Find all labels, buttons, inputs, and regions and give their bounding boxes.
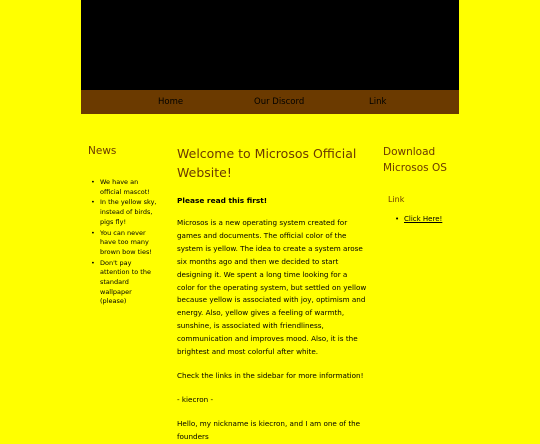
- download-list-item: [383, 214, 463, 224]
- author-signature: - kiecron -: [177, 394, 214, 404]
- download-click-here-link[interactable]: Click Here!: [404, 215, 443, 223]
- news-title: News: [88, 145, 117, 157]
- page-subtitle: Please read this first!: [177, 196, 268, 205]
- news-sidebar: [88, 144, 158, 308]
- news-item: • Don't pay attention to the standard wallpaper (please): [88, 259, 158, 308]
- author-intro-paragraph: Hello, my nickname is kiecron, and I am one of the founders: [177, 418, 361, 441]
- nav-discord-link[interactable]: Our Discord: [254, 97, 305, 107]
- download-title: Download Microsos OS: [383, 146, 447, 174]
- nav-link-link[interactable]: Link: [369, 97, 387, 107]
- page-title: Welcome to Microsos Official Website!: [177, 146, 357, 180]
- download-section-label: Link: [388, 195, 405, 204]
- news-item: • In the yellow sky, instead of birds, pigs fly!: [88, 198, 158, 227]
- nav-home-link[interactable]: Home: [158, 97, 184, 107]
- sidebar-hint-paragraph: Check the links in the sidebar for more information!: [177, 370, 364, 380]
- news-item: • We have an official mascot!: [88, 178, 158, 197]
- nav-bar: [81, 90, 459, 114]
- download-links: [383, 214, 463, 224]
- news-item: • You can never have too many brown bow ties!: [88, 229, 158, 258]
- download-sidebar: [383, 144, 463, 224]
- main-content: [177, 144, 367, 444]
- intro-paragraph: Microsos is a new operating system created for games and documents. The official color of the system is yellow. The idea to create a system arose six months ago and then we decided to start designing it. We spent a long time looking for a color for the operating system, but settled on yellow because yellow is associated with joy, optimism and energy. Also, yellow gives a feeling of warmth, sunshine, is associated with friendliness, communication and improves mood. Also, it is the brightest and most colorful after white.: [177, 218, 367, 357]
- news-list: [88, 178, 158, 307]
- header-banner: [81, 0, 459, 90]
